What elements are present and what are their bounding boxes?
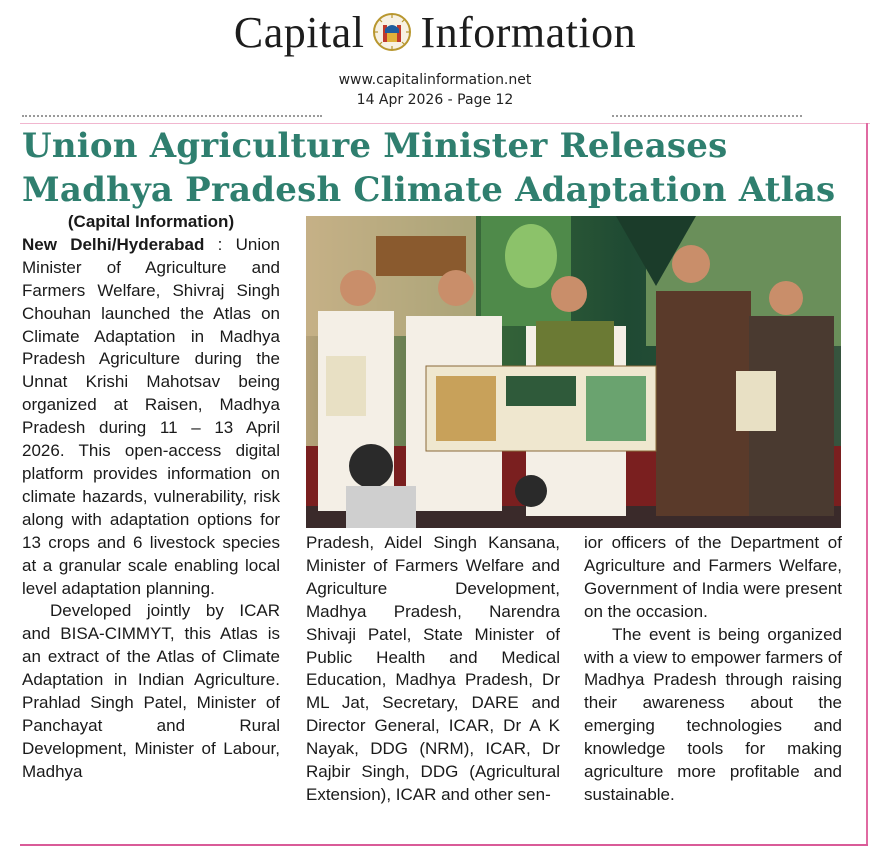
paragraph-4: ior officers of the Department of Agriculture and Farmers Welfare, Government of India were present on the occasion. bbox=[584, 533, 842, 621]
paragraph-5: The event is being organized with a view to empower farmers of Madhya Pradesh through raising their awareness about the emerging technologies and knowledge tools for making agriculture more profitable and sustainable. bbox=[584, 624, 842, 804]
dateline-separator: : bbox=[204, 234, 236, 254]
paragraph-1 bbox=[22, 234, 280, 601]
clipped-previous-story-right bbox=[612, 110, 802, 120]
masthead-word-capital: Capital bbox=[233, 7, 365, 57]
masthead bbox=[0, 4, 870, 60]
clipped-previous-story-left bbox=[22, 110, 322, 120]
website-url: www.capitalinformation.net bbox=[338, 72, 532, 88]
paragraph-2: Developed jointly by ICAR and BISA-CIMMYT, this Atlas is an extract of the Atlas of Climate Adaptation in Indian Agriculture. Prahlad Singh Patel, Minister of Panchayat and Rural Development, Minister of Labour, Madhya bbox=[22, 601, 280, 781]
byline: (Capital Information) bbox=[67, 212, 235, 231]
article-column-1 bbox=[22, 211, 280, 784]
article-headline bbox=[22, 124, 852, 212]
headline-line-2: Madhya Pradesh Climate Adaptation Atlas bbox=[22, 170, 836, 210]
article-frame-bottom bbox=[20, 844, 868, 846]
newspaper-logo-icon bbox=[372, 12, 412, 52]
paragraph-3: Pradesh, Aidel Singh Kansana, Minister of Farmers Welfare and Agriculture Development, Madhya Pradesh, Narendra Shivaji Patel, State Minister of Public Health and Medical Education, Madhya Pradesh, Dr ML Jat, Secretary, DARE and Director General, ICAR, Dr A K Nayak, DDG (NRM), ICAR, Dr Rajbir Singh, DDG (Agricultural Extension), ICAR and other sen- bbox=[306, 533, 560, 804]
news-photo bbox=[306, 216, 841, 528]
masthead-word-information: Information bbox=[420, 7, 637, 57]
article-column-2 bbox=[306, 532, 560, 807]
article-column-3 bbox=[584, 532, 842, 807]
issue-date-page: 14 Apr 2026 - Page 12 bbox=[356, 92, 514, 108]
paragraph-1-text: Union Minister of Agriculture and Farmers Welfare, Shivraj Singh Chouhan launched the Atlas on Climate Adaptation in Madhya Pradesh Agriculture during the Unnat Krishi Mahotsav being organized at Raisen, Madhya Pradesh during 11 – 13 April 2026. This open-access digital platform provides information on climate hazards, vulnerability, risk along with adaptation options for 13 crops and 6 livestock species at a granular scale enabling local level adaptation planning. bbox=[22, 234, 281, 598]
dateline: New Delhi/Hyderabad bbox=[22, 234, 205, 254]
headline-line-1: Union Agriculture Minister Releases bbox=[22, 126, 728, 166]
article-frame-right bbox=[866, 123, 868, 845]
